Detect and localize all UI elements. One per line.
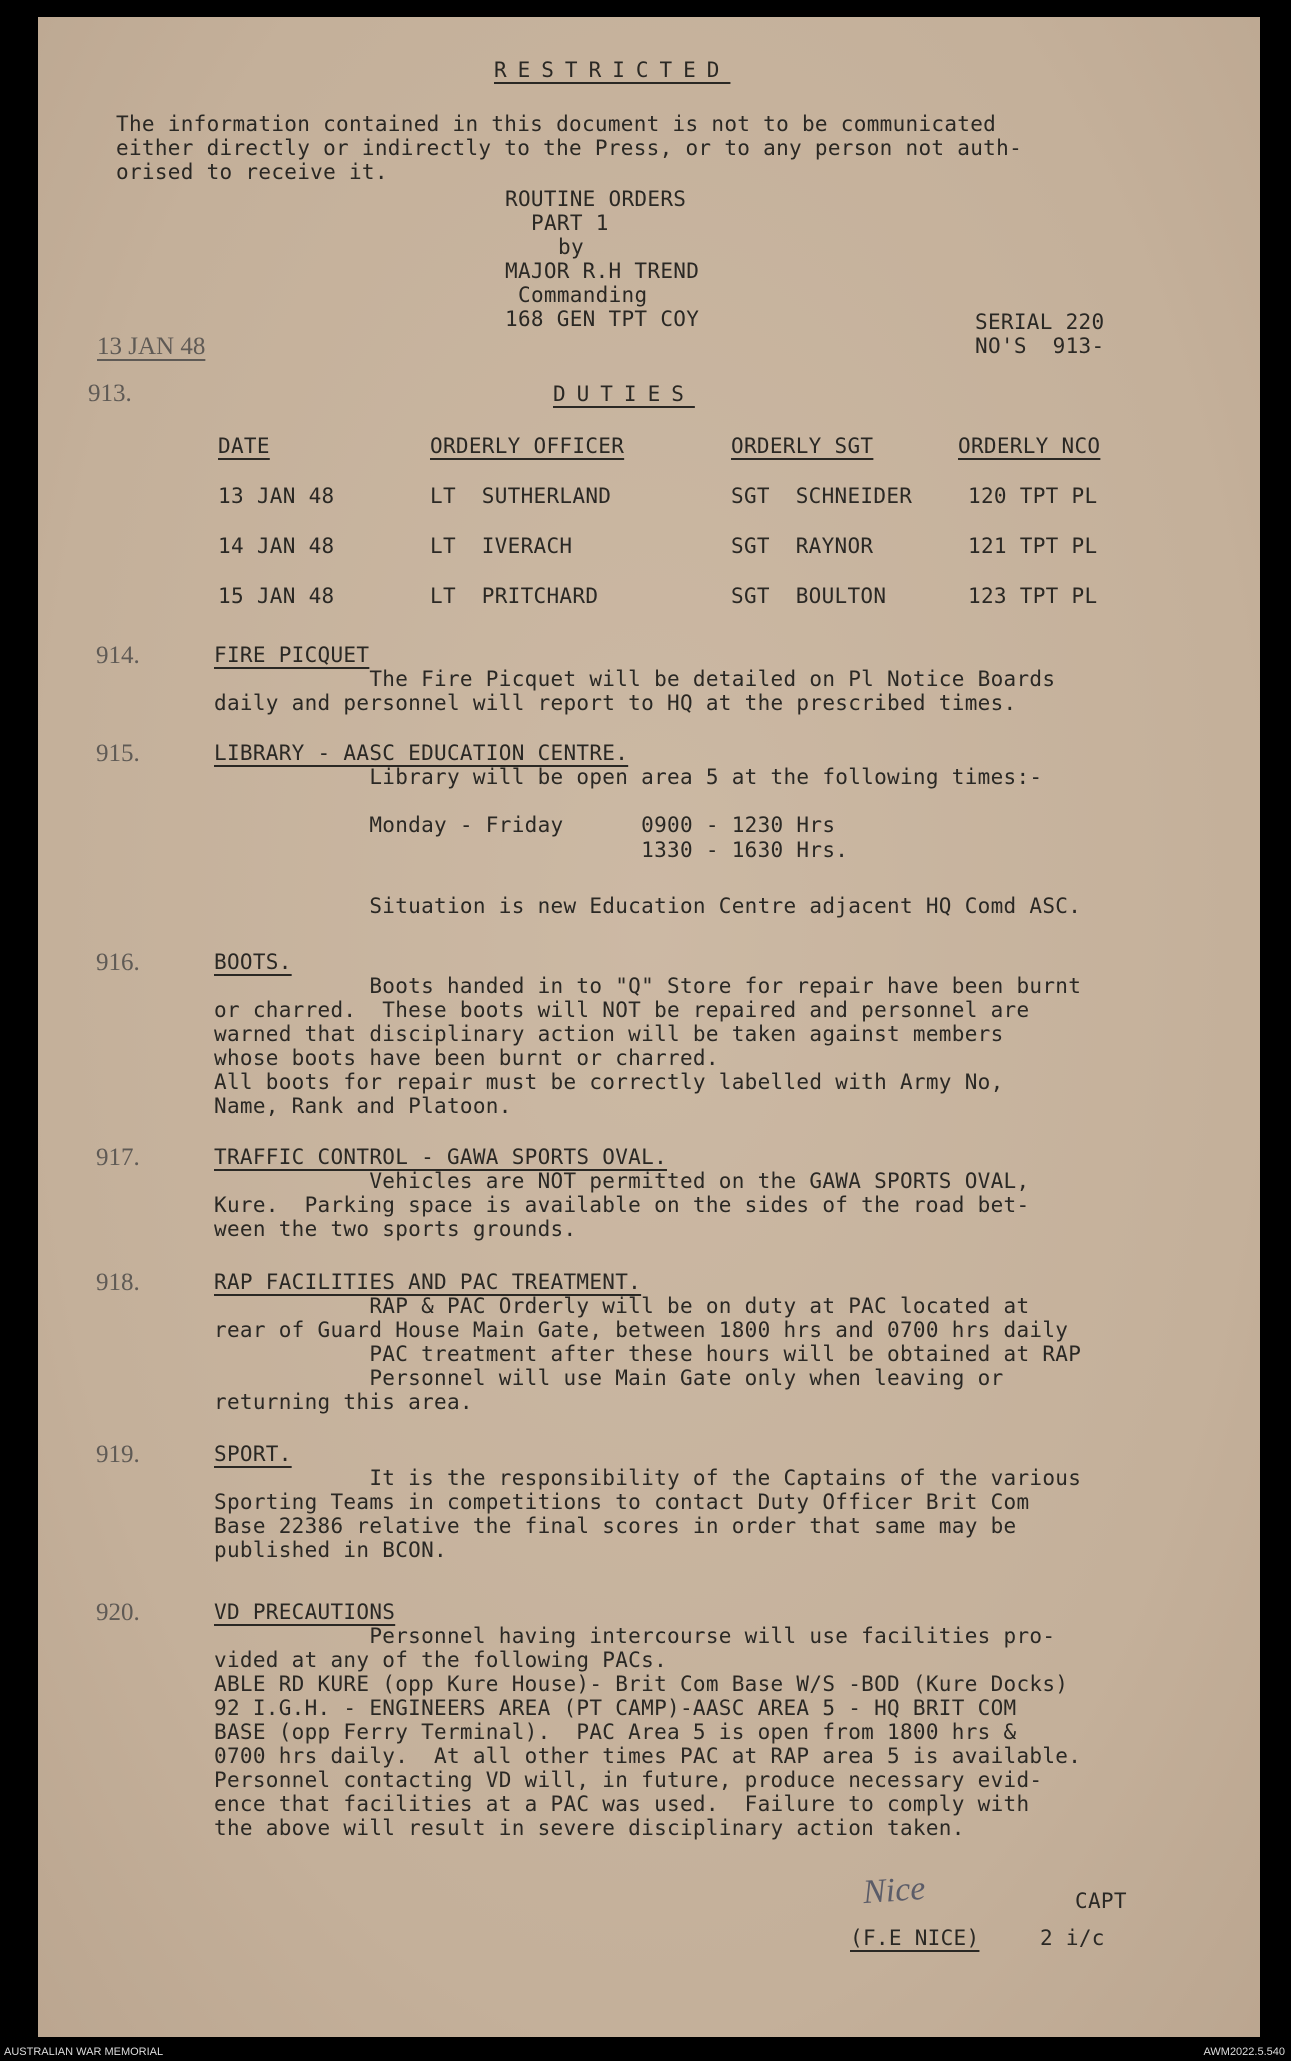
order-number: 920. xyxy=(96,1599,140,1626)
order-line: PAC treatment after these hours will be obtained at RAP xyxy=(214,1342,1082,1366)
order-line: 0700 hrs daily. At all other times PAC at RAP area 5 is available. xyxy=(214,1744,1082,1768)
order-line: Personnel will use Main Gate only when leaving or xyxy=(214,1366,1004,1390)
title-line-3: by xyxy=(558,235,584,259)
order-number: 914. xyxy=(96,642,140,669)
duty-row-3-date: 15 JAN 48 xyxy=(218,584,335,608)
order-heading: FIRE PICQUET xyxy=(214,643,370,667)
caution-line-1: The information contained in this document is not to be communicated xyxy=(116,112,997,136)
duty-row-3-sgt: SGT BOULTON xyxy=(731,584,887,608)
order-heading: RAP FACILITIES AND PAC TREATMENT. xyxy=(214,1270,642,1294)
title-line-1: ROUTINE ORDERS xyxy=(505,187,687,211)
order-line: the above will result in severe disciplinary action taken. xyxy=(214,1816,965,1840)
order-line: ence that facilities at a PAC was used. Failure to comply with xyxy=(214,1792,1030,1816)
order-line: Base 22386 relative the final scores in order that same may be xyxy=(214,1514,1017,1538)
duty-row-1-sgt: SGT SCHNEIDER xyxy=(731,484,913,508)
order-number: 919. xyxy=(96,1441,140,1468)
title-line-2: PART 1 xyxy=(531,211,609,235)
order-line: Personnel contacting VD will, in future, produce necessary evid- xyxy=(214,1768,1043,1792)
order-heading: SPORT. xyxy=(214,1442,292,1466)
duty-row-2-date: 14 JAN 48 xyxy=(218,534,335,558)
order-line: daily and personnel will report to HQ at the prescribed times. xyxy=(214,691,1017,715)
caution-line-2: either directly or indirectly to the Press, or to any person not auth- xyxy=(116,136,1023,160)
order-line: ween the two sports grounds. xyxy=(214,1217,577,1241)
order-line: 1330 - 1630 Hrs. xyxy=(214,838,849,862)
duty-row-2-sgt: SGT RAYNOR xyxy=(731,534,874,558)
order-line: Vehicles are NOT permitted on the GAWA SPORTS OVAL, xyxy=(214,1169,1030,1193)
order-numbers: NO'S 913- xyxy=(975,334,1105,358)
order-number: 918. xyxy=(96,1269,140,1296)
order-line: returning this area. xyxy=(214,1390,473,1414)
caution-line-3: orised to receive it. xyxy=(116,160,388,184)
order-heading: LIBRARY - AASC EDUCATION CENTRE. xyxy=(214,741,629,765)
column-orderly-officer: ORDERLY OFFICER xyxy=(430,434,625,458)
order-line: Monday - Friday 0900 - 1230 Hrs xyxy=(214,813,836,837)
order-line: BASE (opp Ferry Terminal). PAC Area 5 is open from 1800 hrs & xyxy=(214,1720,1017,1744)
order-heading: TRAFFIC CONTROL - GAWA SPORTS OVAL. xyxy=(214,1145,668,1169)
order-line: Personnel having intercourse will use facilities pro- xyxy=(214,1624,1056,1648)
handwritten-signature: Nice xyxy=(861,1869,927,1912)
footer-accession-number: AWM2022.5.540 xyxy=(1203,2046,1285,2058)
title-line-5: Commanding xyxy=(518,283,648,307)
order-line: All boots for repair must be correctly labelled with Army No, xyxy=(214,1070,1004,1094)
order-line: Kure. Parking space is available on the sides of the road bet- xyxy=(214,1193,1030,1217)
order-line: The Fire Picquet will be detailed on Pl Notice Boards xyxy=(214,667,1056,691)
order-line: Situation is new Education Centre adjacent HQ Comd ASC. xyxy=(214,894,1082,918)
duties-heading: DUTIES xyxy=(553,382,695,406)
duty-row-3-nco: 123 TPT PL xyxy=(968,584,1098,608)
order-line: vided at any of the following PACs. xyxy=(214,1648,668,1672)
duty-row-2-nco: 121 TPT PL xyxy=(968,534,1098,558)
document-page xyxy=(38,17,1260,2037)
order-line: published in BCON. xyxy=(214,1538,447,1562)
order-line: RAP & PAC Orderly will be on duty at PAC located at xyxy=(214,1294,1030,1318)
order-heading: BOOTS. xyxy=(214,950,292,974)
column-date: DATE xyxy=(218,434,270,458)
signatory-appointment: 2 i/c xyxy=(1040,1926,1105,1950)
duty-row-1-date: 13 JAN 48 xyxy=(218,484,335,508)
order-heading: VD PRECAUTIONS xyxy=(214,1600,396,1624)
order-line: whose boots have been burnt or charred. xyxy=(214,1046,719,1070)
title-line-6: 168 GEN TPT COY xyxy=(505,307,700,331)
order-number: 917. xyxy=(96,1144,140,1171)
order-line: 92 I.G.H. - ENGINEERS AREA (PT CAMP)-AASC AREA 5 - HQ BRIT COM xyxy=(214,1696,1017,1720)
order-line: Name, Rank and Platoon. xyxy=(214,1094,512,1118)
order-number: 915. xyxy=(96,740,140,767)
title-line-4: MAJOR R.H TREND xyxy=(505,259,700,283)
signatory-rank: CAPT xyxy=(1075,1889,1127,1913)
order-line: Library will be open area 5 at the following times:- xyxy=(214,765,1043,789)
duty-row-2-officer: LT IVERACH xyxy=(430,534,573,558)
order-line: It is the responsibility of the Captains of the various xyxy=(214,1466,1082,1490)
signatory-name: (F.E NICE) xyxy=(850,1926,980,1950)
order-line: warned that disciplinary action will be taken against members xyxy=(214,1022,1004,1046)
issue-date: 13 JAN 48 xyxy=(97,333,206,360)
order-line: Boots handed in to "Q" Store for repair have been burnt xyxy=(214,974,1082,998)
order-line: Sporting Teams in competitions to contact Duty Officer Brit Com xyxy=(214,1490,1030,1514)
order-line: or charred. These boots will NOT be repaired and personnel are xyxy=(214,998,1030,1022)
footer-institution: AUSTRALIAN WAR MEMORIAL xyxy=(4,2046,164,2058)
order-number: 913. xyxy=(88,380,132,407)
column-orderly-sgt: ORDERLY SGT xyxy=(731,434,874,458)
duty-row-1-nco: 120 TPT PL xyxy=(968,484,1098,508)
order-line: ABLE RD KURE (opp Kure House)- Brit Com Base W/S -BOD (Kure Docks) xyxy=(214,1672,1069,1696)
duty-row-1-officer: LT SUTHERLAND xyxy=(430,484,612,508)
order-line: rear of Guard House Main Gate, between 1800 hrs and 0700 hrs daily xyxy=(214,1318,1069,1342)
serial-number: SERIAL 220 xyxy=(975,310,1105,334)
order-number: 916. xyxy=(96,949,140,976)
column-orderly-nco: ORDERLY NCO xyxy=(958,434,1101,458)
duty-row-3-officer: LT PRITCHARD xyxy=(430,584,599,608)
restricted-heading: RESTRICTED xyxy=(494,58,731,82)
